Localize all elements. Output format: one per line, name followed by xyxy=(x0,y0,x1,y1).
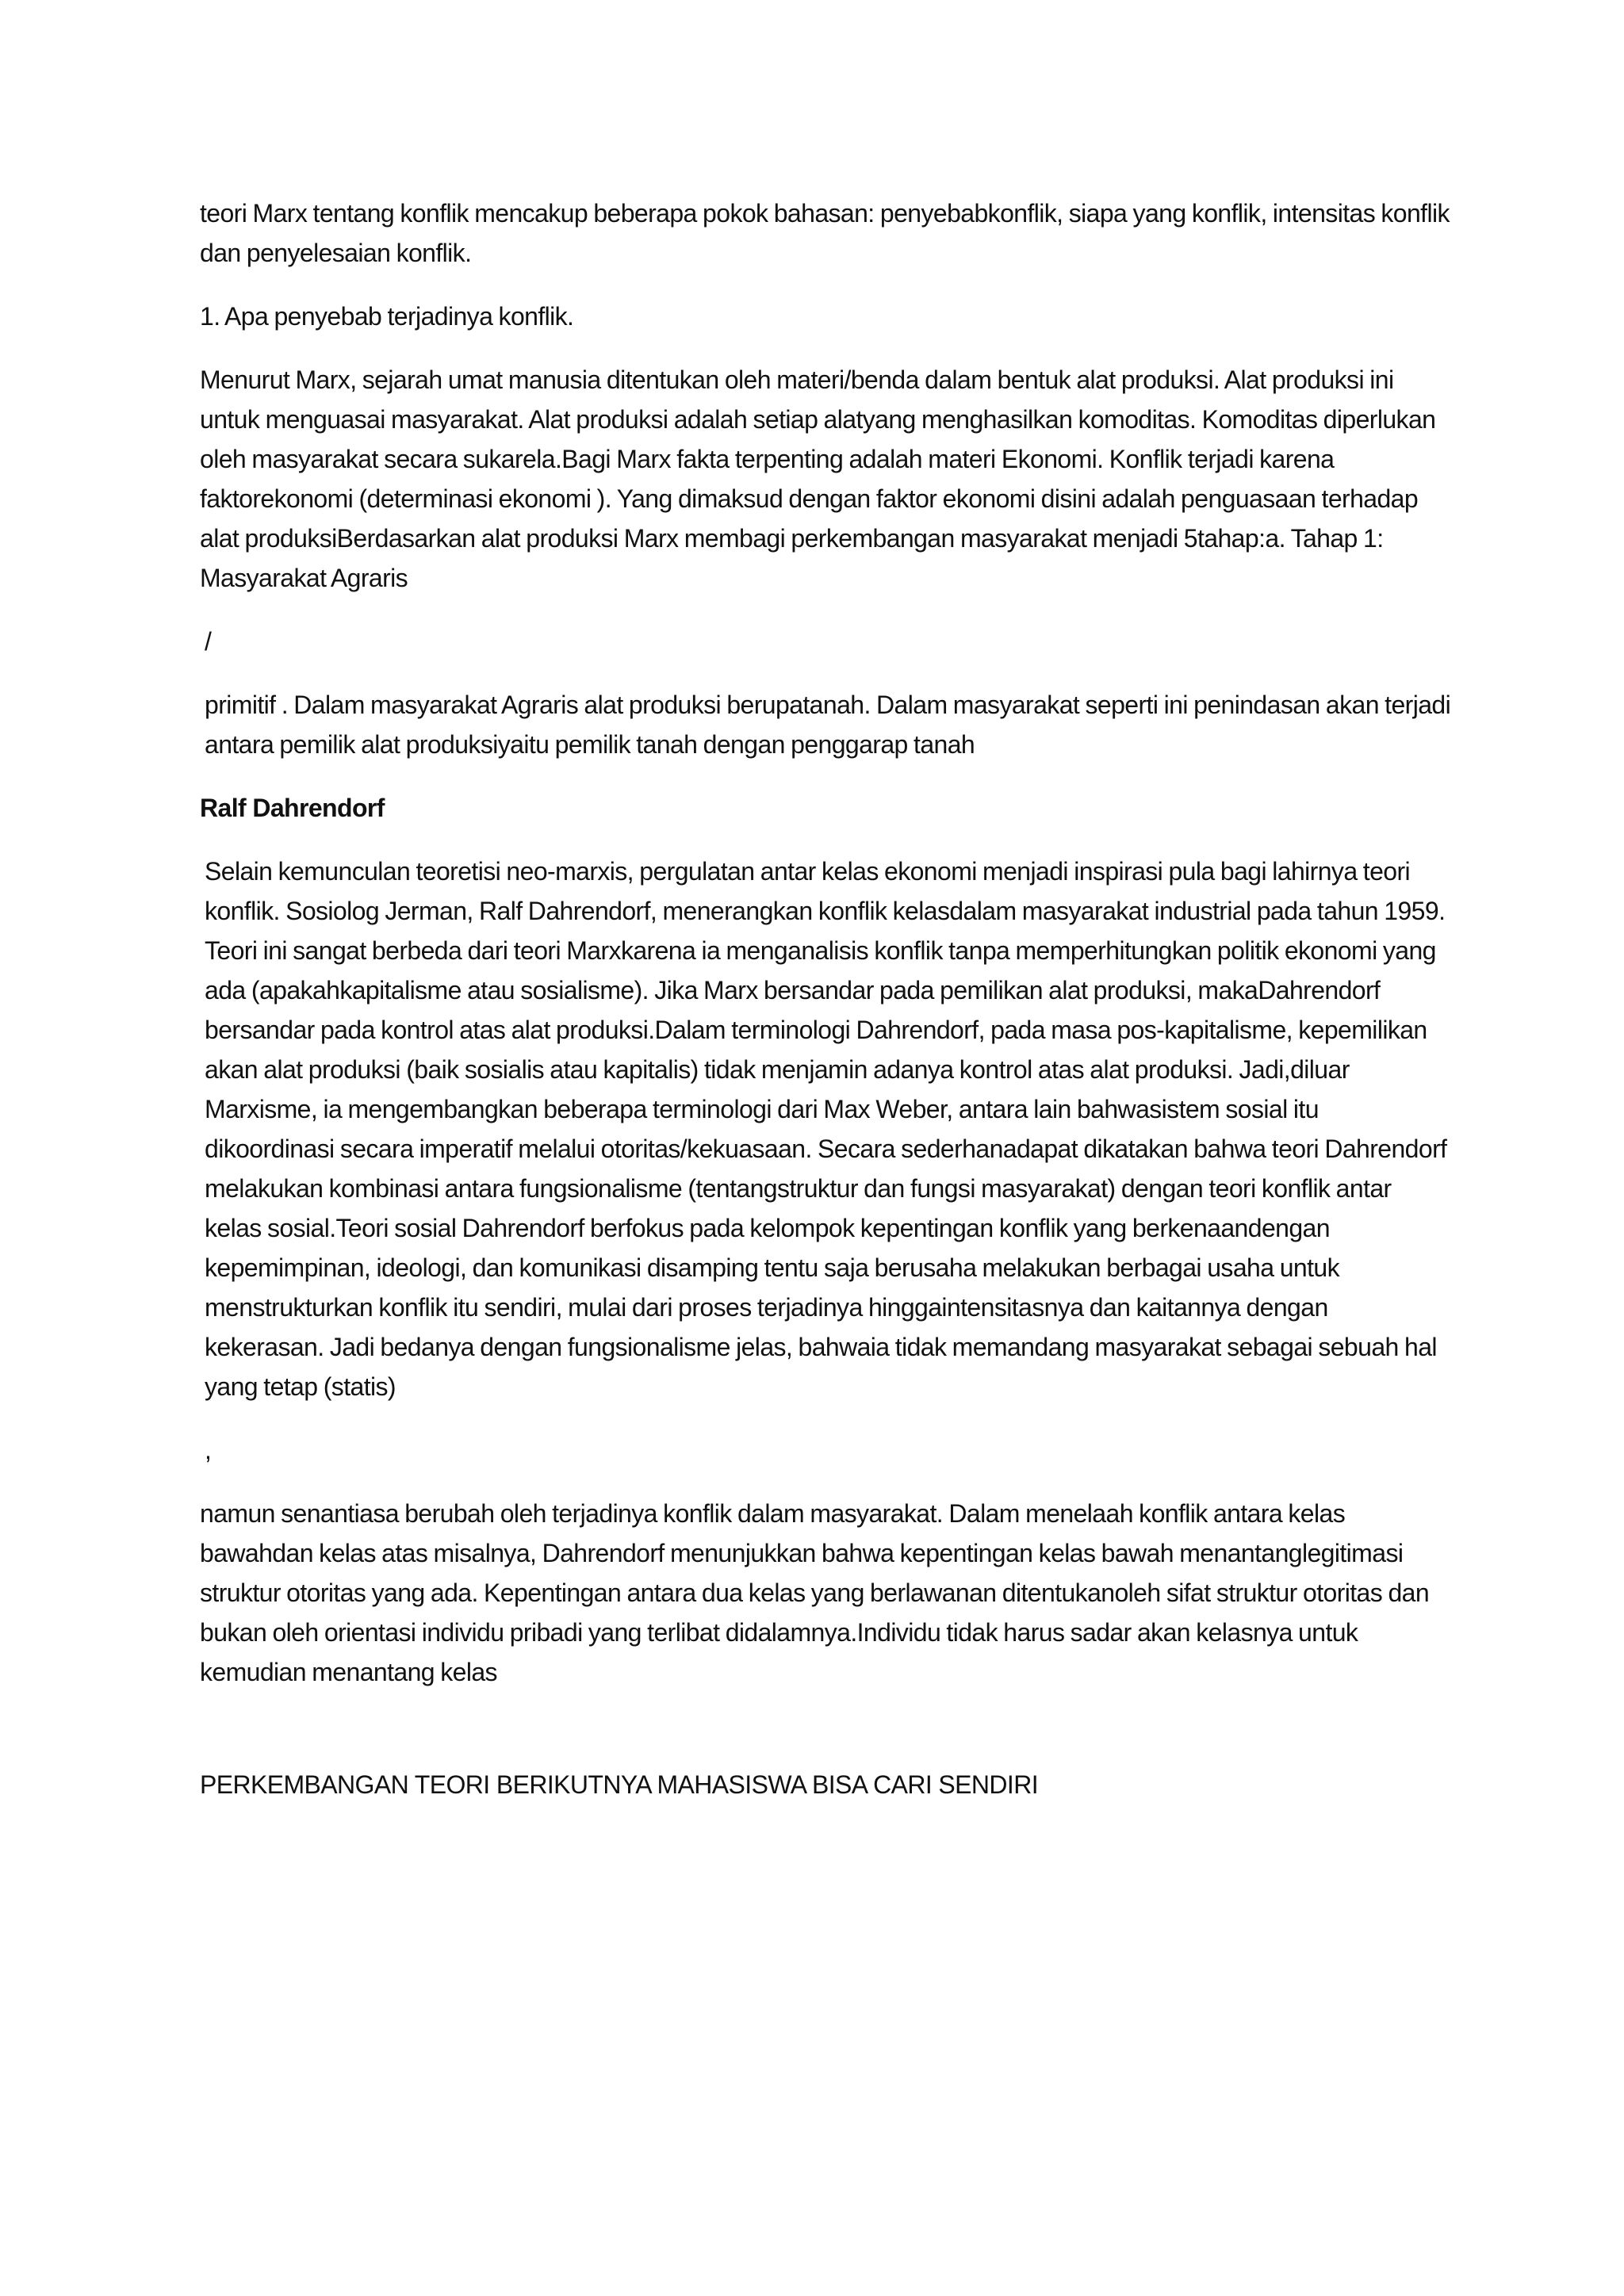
closing-line: PERKEMBANGAN TEORI BERIKUTNYA MAHASISWA BISA CARI SENDIRI xyxy=(200,1770,1039,1799)
paragraph-primitif: primitif . Dalam masyarakat Agraris alat produksi berupatanah. Dalam masyarakat seperti ini penindasan akan terjadi antara pemilik alat produksiyaitu pemilik tanah dengan penggarap tanah xyxy=(205,691,1451,759)
heading-ralf-dahrendorf: Ralf Dahrendorf xyxy=(200,794,385,822)
paragraph-marx: Menurut Marx, sejarah umat manusia ditentukan oleh materi/benda dalam bentuk alat produksi. Alat produksi ini untuk menguasai masyarakat. Alat produksi adalah setiap alatyang menghasilkan komoditas. Komoditas diperlukan oleh masyarakat secara sukarela.Bagi Marx fakta terpenting adalah materi Ekonomi. Konflik terjadi karena faktorekonomi (determinasi ekonomi ). Yang dimaksud dengan faktor ekonomi disini adalah penguasaan terhadap alat produksiBerdasarkan alat produksi Marx membagi perkembangan masyarakat menjadi 5tahap:a. Tahap 1: Masyarakat Agraris xyxy=(200,365,1436,592)
paragraph-intro: teori Marx tentang konflik mencakup beberapa pokok bahasan: penyebabkonflik, siapa yang konflik, intensitas konflik dan penyelesaian konflik. xyxy=(200,199,1450,267)
slash-mark: / xyxy=(205,627,212,656)
paragraph-namun: namun senantiasa berubah oleh terjadinya konflik dalam masyarakat. Dalam menelaah konflik antara kelas bawahdan kelas atas misalnya, Dahrendorf menunjukkan bahwa kepentingan kelas bawah menantanglegitimasi struktur otoritas yang ada. Kepentingan antara dua kelas yang berlawanan ditentukanoleh sifat struktur otoritas dan bukan oleh orientasi individu pribadi yang terlibat didalamnya.Individu tidak harus sadar akan kelasnya untuk kemudian menantang kelas xyxy=(200,1499,1430,1686)
document-body xyxy=(200,193,1453,1804)
paragraph-dahrendorf: Selain kemunculan teoretisi neo-marxis, pergulatan antar kelas ekonomi menjadi inspirasi pula bagi lahirnya teori konflik. Sosiolog Jerman, Ralf Dahrendorf, menerangkan konflik kelasdalam masyarakat industrial pada tahun 1959. Teori ini sangat berbeda dari teori Marxkarena ia menganalisis konflik tanpa memperhitungkan politik ekonomi yang ada (apakahkapitalisme atau sosialisme). Jika Marx bersandar pada pemilikan alat produksi, makaDahrendorf bersandar pada kontrol atas alat produksi.Dalam terminologi Dahrendorf, pada masa pos-kapitalisme, kepemilikan akan alat produksi (baik sosialis atau kapitalis) tidak menjamin adanya kontrol atas alat produksi. Jadi,diluar Marxisme, ia mengembangkan beberapa terminologi dari Max Weber, antara lain bahwasistem sosial itu dikoordinasi secara imperatif melalui otoritas/kekuasaan. Secara sederhanadapat dikatakan bahwa teori Dahrendorf melakukan kombinasi antara fungsionalisme (tentangstruktur dan fungsi masyarakat) dengan teori konflik antar kelas sosial.Teori sosial Dahrendorf berfokus pada kelompok kepentingan konflik yang berkenaandengan kepemimpinan, ideologi, dan komunikasi disamping tentu saja berusaha melakukan berbagai usaha untuk menstrukturkan konflik itu sendiri, mulai dari proses terjadinya hinggaintensitasnya dan kaitannya dengan kekerasan. Jadi bedanya dengan fungsionalisme jelas, bahwaia tidak memandang masyarakat sebagai sebuah hal yang tetap (statis) xyxy=(205,857,1447,1401)
spacer xyxy=(200,1716,1453,1765)
comma-mark: , xyxy=(205,1436,212,1464)
paragraph-question-1: 1. Apa penyebab terjadinya konflik. xyxy=(200,302,574,331)
